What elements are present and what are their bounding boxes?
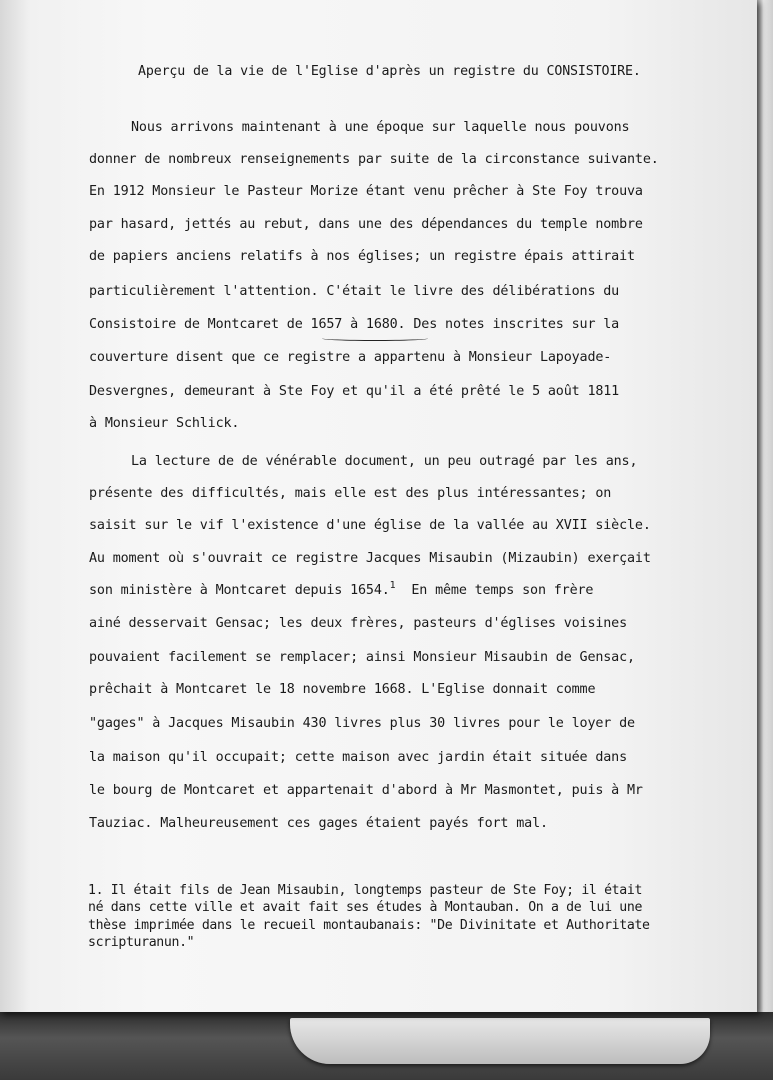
line-text: En même temps son frère	[395, 583, 594, 598]
footnote-reference: 1	[389, 580, 396, 591]
paragraph-line: le bourg de Montcaret et appartenait d'abord à Mr Masmontet, puis à Mr	[89, 783, 643, 798]
paragraph-line: "gages" à Jacques Misaubin 430 livres plus 30 livres pour le loyer de	[89, 716, 635, 731]
paragraph-line: ainé desservait Gensac; les deux frères, pasteurs d'églises voisines	[89, 616, 628, 631]
paragraph-line: prêchait à Montcaret le 18 novembre 1668. L'Eglise donnait comme	[89, 682, 596, 697]
handwritten-underline	[322, 336, 428, 341]
paragraph-line: En 1912 Monsieur le Pasteur Morize étant venu prêcher à Ste Foy trouva	[89, 184, 643, 199]
paragraph-line: couverture disent que ce registre a appartenu à Monsieur Lapoyade-	[89, 350, 612, 365]
paragraph-line	[89, 580, 594, 598]
paragraph-line: pouvaient facilement se remplacer; ainsi Monsieur Misaubin de Gensac,	[89, 650, 635, 665]
paragraph-line: de papiers anciens relatifs à nos églises; un registre épais attirait	[89, 249, 635, 264]
footnote-line: thèse imprimée dans le recueil montaubanais: "De Divinitate et Authoritate	[88, 918, 650, 933]
paragraph-line: Tauziac. Malheureusement ces gages étaient payés fort mal.	[89, 816, 548, 831]
paragraph-line: Consistoire de Montcaret de 1657 à 1680. Des notes inscrites sur la	[89, 317, 620, 332]
paragraph-line: Nous arrivons maintenant à une époque sur laquelle nous pouvons	[131, 120, 630, 135]
paragraph-line: La lecture de de vénérable document, un peu outragé par les ans,	[131, 454, 638, 469]
footnote-line: 1. Il était fils de Jean Misaubin, longtemps pasteur de Ste Foy; il était	[88, 883, 643, 898]
line-text: son ministère à Montcaret depuis 1654.	[89, 583, 390, 598]
paragraph-line: la maison qu'il occupait; cette maison avec jardin était située dans	[89, 750, 628, 765]
paragraph-line: particulièrement l'attention. C'était le livre des délibérations du	[89, 284, 620, 299]
paragraph-line: donner de nombreux renseignements par suite de la circonstance suivante.	[89, 152, 659, 167]
page-stack-edge	[757, 0, 773, 1012]
paragraph-line: présente des difficultés, mais elle est des plus intéressantes; on	[89, 486, 612, 501]
paragraph-line: Au moment où s'ouvrait ce registre Jacques Misaubin (Mizaubin) exerçait	[89, 551, 651, 566]
footnote-line: scripturanun."	[88, 935, 195, 950]
paragraph-line: saisit sur le vif l'existence d'une église de la vallée au XVII siècle.	[89, 518, 651, 533]
curled-sheet-below	[290, 1018, 710, 1064]
paragraph-line: à Monsieur Schlick.	[89, 416, 240, 431]
paragraph-line: par hasard, jettés au rebut, dans une des dépendances du temple nombre	[89, 217, 643, 232]
footnote-line: né dans cette ville et avait fait ses études à Montauban. On a de lui une	[88, 900, 643, 915]
page-title: Aperçu de la vie de l'Eglise d'après un registre du CONSISTOIRE.	[138, 64, 641, 79]
paragraph-line: Desvergnes, demeurant à Ste Foy et qu'il a été prêté le 5 août 1811	[89, 384, 620, 399]
